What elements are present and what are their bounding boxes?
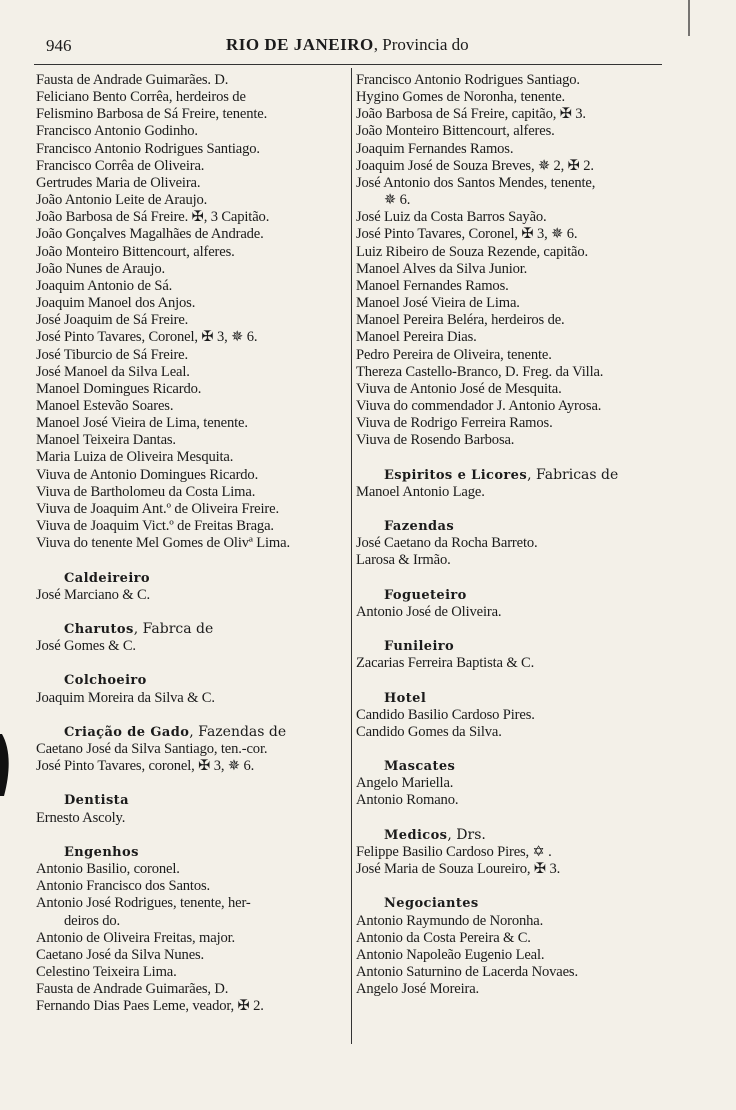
directory-entry: Antonio Basilio, coronel.: [36, 861, 180, 878]
directory-entry: Manoel Alves da Silva Junior.: [356, 260, 528, 277]
directory-entry: Fernando Dias Paes Leme, veador, ✠ 2.: [36, 998, 264, 1015]
directory-entry: Joaquim Moreira da Silva & C.: [36, 689, 215, 706]
directory-entry: Viuva do commendador J. Antonio Ayrosa.: [356, 397, 602, 414]
directory-entry: João Monteiro Bittencourt, alferes.: [356, 123, 555, 140]
section-heading: [36, 570, 348, 587]
directory-entry: Joaquim Manoel dos Anjos.: [36, 295, 196, 312]
section-spacer: [356, 449, 662, 466]
section-spacer: [36, 655, 348, 672]
directory-entry: João Nunes de Araujo.: [36, 260, 165, 277]
directory-entry: Antonio Saturnino de Lacerda Novaes.: [356, 964, 578, 980]
directory-entry: Fausta de Andrade Guimarães. D.: [36, 72, 229, 88]
directory-entry: Thereza Castello-Branco, D. Freg. da Villa.: [356, 363, 604, 380]
section-spacer: [36, 827, 348, 844]
section-heading-qualifier: , Fabricas de: [527, 466, 619, 483]
section-heading-title: Espiritos e Licores: [384, 467, 528, 483]
directory-entry: Manoel Estevão Soares.: [36, 397, 174, 414]
section-heading: [356, 827, 662, 844]
directory-entry: Ernesto Ascoly.: [36, 809, 126, 826]
left-column: [36, 72, 348, 1016]
directory-entry: Viuva de Rodrigo Ferreira Ramos.: [356, 415, 553, 432]
page-number: 946: [46, 36, 72, 55]
directory-entry: Antonio Romano.: [356, 792, 459, 809]
directory-entry: Viuva de Antonio Domingues Ricardo.: [36, 466, 259, 483]
directory-entry: Celestino Teixeira Lima.: [36, 964, 177, 981]
directory-entry: José Pinto Tavares, Coronel, ✠ 3, ✵ 6.: [356, 226, 578, 243]
section-heading-title: Dentista: [64, 793, 129, 809]
directory-entry: José Manoel da Silva Leal.: [36, 363, 190, 380]
directory-entry: Angelo Mariella.: [356, 775, 454, 792]
directory-entry: João Monteiro Bittencourt, alferes.: [36, 243, 235, 260]
section-heading-title: Negociantes: [384, 896, 479, 912]
directory-entry: Caetano José da Silva Nunes.: [36, 946, 205, 963]
directory-entry: João Gonçalves Magalhães de Andrade.: [36, 226, 264, 243]
section-heading-title: Caldeireiro: [64, 570, 150, 586]
running-title: [226, 35, 469, 55]
directory-entry: Francisco Antonio Godinho.: [36, 123, 198, 140]
directory-entry: Fausta de Andrade Guimarães, D.: [36, 981, 229, 998]
directory-entry: Viuva de Bartholomeu da Costa Lima.: [36, 483, 256, 500]
section-heading-title: Colchoeiro: [64, 673, 147, 689]
directory-entry: José Maria de Souza Loureiro, ✠ 3.: [356, 861, 561, 878]
section-heading-title: Engenhos: [64, 844, 139, 860]
directory-entry: Manoel Pereira Dias.: [356, 329, 477, 346]
section-heading-title: Fazendas: [384, 519, 455, 535]
section-heading-title: Medicos: [384, 827, 448, 843]
directory-entry: João Barbosa de Sá Freire. ✠, 3 Capitão.: [36, 209, 270, 226]
section-heading-title: Charutos: [64, 621, 134, 637]
page-header: [0, 33, 736, 59]
header-rule: [34, 64, 662, 65]
directory-entry: José Joaquim de Sá Freire.: [36, 312, 189, 329]
directory-entry: Antonio da Costa Pereira & C.: [356, 929, 531, 946]
section-heading: [36, 621, 348, 638]
section-heading: [356, 518, 662, 535]
directory-entry: Larosa & Irmão.: [356, 552, 451, 569]
binding-stitch-icon: [686, 0, 692, 38]
section-heading: [356, 467, 662, 484]
section-heading-title: Mascates: [384, 759, 456, 775]
scan-edge-mark-icon: [0, 730, 12, 800]
directory-entry: Hygino Gomes de Noronha, tenente.: [356, 89, 566, 106]
directory-entry: Gertrudes Maria de Oliveira.: [36, 174, 201, 191]
directory-entry: José Pinto Tavares, coronel, ✠ 3, ✵ 6.: [36, 758, 255, 775]
section-spacer: [356, 810, 662, 827]
directory-entry: José Pinto Tavares, Coronel, ✠ 3, ✵ 6.: [36, 329, 258, 346]
directory-entry: Candido Basilio Cardoso Pires.: [356, 706, 535, 723]
directory-entry: José Marciano & C.: [36, 586, 151, 603]
directory-entry: Joaquim Antonio de Sá.: [36, 277, 173, 294]
directory-entry: Caetano José da Silva Santiago, ten.-cor.: [36, 741, 268, 758]
section-heading-title: Fogueteiro: [384, 587, 467, 603]
section-heading: [36, 724, 348, 741]
directory-entry: Manoel José Vieira de Lima.: [356, 295, 520, 312]
directory-entry: Joaquim José de Souza Breves, ✵ 2, ✠ 2.: [356, 157, 594, 174]
section-heading-qualifier: , Fazendas de: [189, 723, 287, 740]
directory-entry: Viuva de Joaquim Ant.º de Oliveira Freire.: [36, 500, 279, 517]
section-heading: [356, 758, 662, 775]
section-heading: [36, 792, 348, 809]
directory-entry: Feliciano Bento Corrêa, herdeiros de: [36, 89, 246, 106]
directory-entry: Candido Gomes da Silva.: [356, 723, 502, 740]
directory-entry: Viuva do tenente Mel Gomes de Olivª Lima.: [36, 535, 290, 552]
section-heading: [356, 895, 662, 912]
directory-entry: José Caetano da Rocha Barreto.: [356, 535, 538, 552]
section-heading: [36, 672, 348, 689]
directory-entry: Manoel Teixeira Dantas.: [36, 432, 176, 449]
section-spacer: [36, 552, 348, 569]
directory-entry: Manoel José Vieira de Lima, tenente.: [36, 415, 248, 432]
directory-entry: Francisco Corrêa de Oliveira.: [36, 157, 205, 174]
section-heading-title: Criação de Gado: [64, 724, 190, 740]
directory-entry: Joaquim Fernandes Ramos.: [356, 140, 514, 157]
section-spacer: [356, 570, 662, 587]
directory-entry: Pedro Pereira de Oliveira, tenente.: [356, 346, 552, 363]
directory-entry: Felippe Basilio Cardoso Pires, ✡ .: [356, 843, 552, 860]
directory-entry: José Luiz da Costa Barros Sayão.: [356, 209, 547, 226]
directory-entry: João Barbosa de Sá Freire, capitão, ✠ 3.: [356, 106, 586, 123]
directory-entry: Viuva de Rosendo Barbosa.: [356, 432, 515, 449]
directory-entry: José Gomes & C.: [36, 638, 136, 655]
section-spacer: [356, 672, 662, 689]
directory-entry: Viuva de Antonio José de Mesquita.: [356, 380, 562, 397]
directory-entry: Antonio José Rodrigues, tenente, her-: [36, 895, 251, 912]
section-spacer: [356, 878, 662, 895]
directory-entry: José Tiburcio de Sá Freire.: [36, 346, 189, 363]
directory-entry: Felismino Barbosa de Sá Freire, tenente.: [36, 106, 268, 123]
directory-entry: Antonio Napoleão Eugenio Leal.: [356, 946, 545, 963]
running-title-place: RIO DE JANEIRO: [226, 35, 374, 54]
directory-entry: João Antonio Leite de Araujo.: [36, 192, 208, 209]
section-heading-title: Funileiro: [384, 639, 455, 655]
section-spacer: [36, 707, 348, 724]
directory-entry: Luiz Ribeiro de Souza Rezende, capitão.: [356, 243, 589, 260]
right-column: [356, 72, 662, 998]
directory-entry: José Antonio dos Santos Mendes, tenente,: [356, 174, 596, 191]
section-spacer: [36, 775, 348, 792]
section-spacer: [36, 604, 348, 621]
section-heading: [356, 690, 662, 707]
section-heading-qualifier: , Fabrca de: [133, 620, 214, 637]
directory-entry: Francisco Antonio Rodrigues Santiago.: [356, 72, 580, 88]
section-heading: [36, 844, 348, 861]
entry-continuation: ✵ 6.: [384, 192, 411, 209]
section-heading-title: Hotel: [384, 690, 427, 706]
directory-entry: Maria Luiza de Oliveira Mesquita.: [36, 449, 234, 466]
directory-entry: Francisco Antonio Rodrigues Santiago.: [36, 140, 260, 157]
directory-entry: Zacarias Ferreira Baptista & C.: [356, 655, 535, 672]
directory-entry: Antonio Francisco dos Santos.: [36, 878, 211, 895]
section-heading: [356, 638, 662, 655]
directory-entry: Antonio de Oliveira Freitas, major.: [36, 929, 236, 946]
directory-entry: Antonio Raymundo de Noronha.: [356, 912, 544, 929]
running-title-rest: , Provincia do: [373, 35, 469, 54]
directory-entry: Manoel Antonio Lage.: [356, 483, 485, 500]
directory-entry: Manoel Pereira Beléra, herdeiros de.: [356, 312, 565, 329]
section-spacer: [356, 501, 662, 518]
entry-continuation: deiros do.: [64, 912, 121, 929]
directory-entry: Viuva de Joaquim Vict.º de Freitas Braga.: [36, 518, 274, 535]
section-heading: [356, 587, 662, 604]
directory-entry: Antonio José de Oliveira.: [356, 603, 502, 620]
directory-entry: Manoel Domingues Ricardo.: [36, 380, 202, 397]
section-spacer: [356, 741, 662, 758]
directory-entry: Angelo José Moreira.: [356, 981, 480, 998]
section-spacer: [356, 621, 662, 638]
section-heading-qualifier: , Drs.: [447, 826, 486, 843]
directory-entry: Manoel Fernandes Ramos.: [356, 277, 509, 294]
column-divider: [351, 68, 352, 1044]
